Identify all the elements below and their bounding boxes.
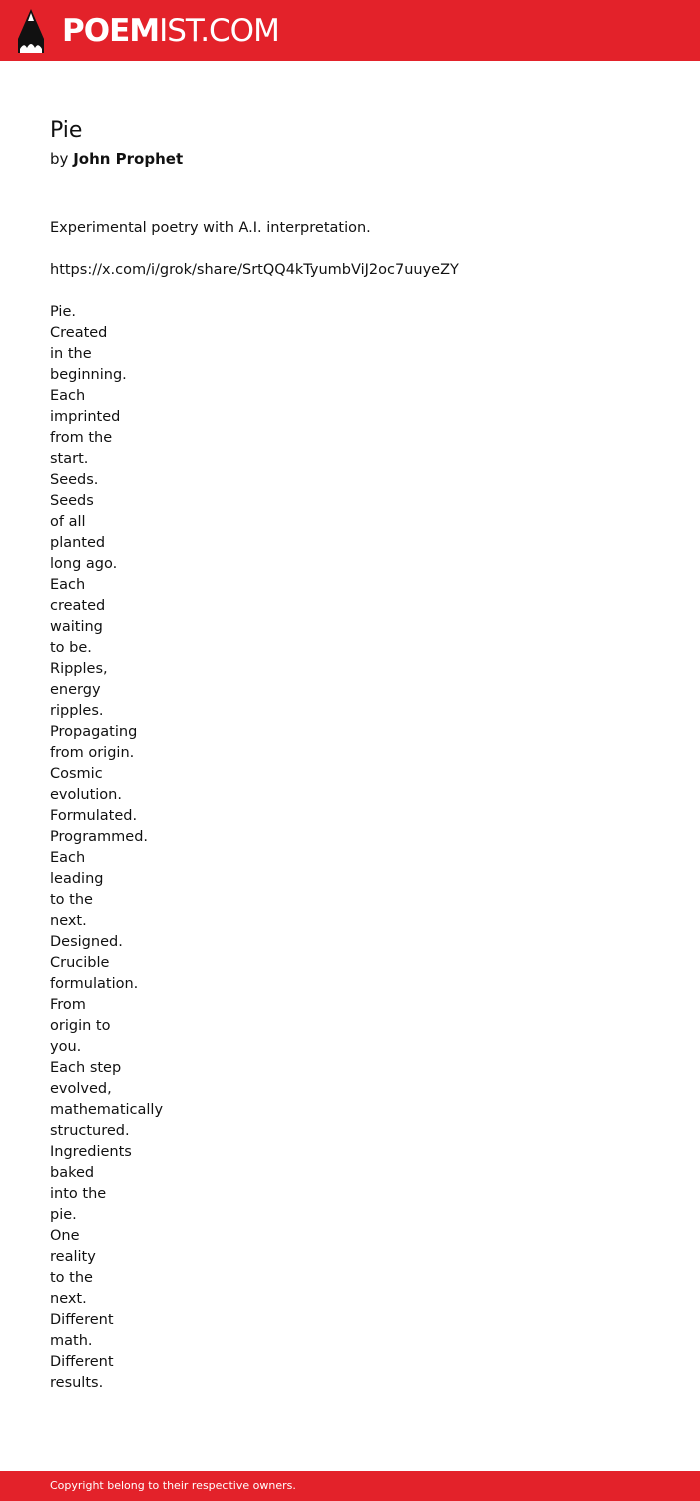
poem-line: ripples. — [50, 703, 104, 719]
poem-line: Each — [50, 577, 86, 593]
poem-line: in the — [50, 346, 92, 362]
poem-line: from the — [50, 430, 113, 446]
poem-line: imprinted — [50, 409, 121, 425]
poem-line: mathematically — [50, 1102, 164, 1118]
poem-line: reality — [50, 1249, 96, 1265]
poem-line: results. — [50, 1375, 104, 1391]
poem-line: to the — [50, 1270, 93, 1286]
poem-line: from origin. — [50, 745, 135, 761]
poem-line: Seeds — [50, 493, 94, 509]
site-header — [0, 0, 700, 61]
poem-line: to be. — [50, 640, 92, 656]
poem-line: Programmed. — [50, 829, 149, 845]
poem-body — [50, 218, 650, 1394]
poem-line: Different — [50, 1354, 114, 1370]
site-footer — [0, 1471, 700, 1501]
poem-line: structured. — [50, 1123, 130, 1139]
poem-line: Created — [50, 325, 108, 341]
poem-line: Different — [50, 1312, 114, 1328]
poem-line: Each — [50, 850, 86, 866]
poem-line: pie. — [50, 1207, 77, 1223]
poem-line: long ago. — [50, 556, 118, 572]
poem-line: of all — [50, 514, 86, 530]
byline — [50, 149, 183, 169]
poem-line: next. — [50, 1291, 87, 1307]
poem-line: start. — [50, 451, 89, 467]
poem-line: leading — [50, 871, 104, 887]
poem-line: From — [50, 997, 86, 1013]
poem-link: https://x.com/i/grok/share/SrtQQ4kTyumbViJ2oc7uuyeZY — [50, 262, 459, 278]
poem-line: next. — [50, 913, 87, 929]
poem-line: origin to — [50, 1018, 111, 1034]
poem-line: to the — [50, 892, 93, 908]
poem-line: Formulated. — [50, 808, 138, 824]
poem-line: Designed. — [50, 934, 123, 950]
poem-line: Ripples, — [50, 661, 108, 677]
poem-line: Each step — [50, 1060, 122, 1076]
poem-line: Propagating — [50, 724, 138, 740]
poem-line: Pie. — [50, 304, 76, 320]
poem-line: evolved, — [50, 1081, 112, 1097]
poem-line: planted — [50, 535, 106, 551]
poem-intro: Experimental poetry with A.I. interpretation. — [50, 220, 371, 236]
copyright-text: Copyright belong to their respective owners. — [50, 1479, 296, 1492]
site-logo[interactable] — [62, 11, 279, 51]
poem-line: formulation. — [50, 976, 139, 992]
poem-line: you. — [50, 1039, 82, 1055]
poem-line: into the — [50, 1186, 107, 1202]
logo-light-text: IST.COM — [159, 13, 279, 49]
poem-line: energy — [50, 682, 101, 698]
poem-line: One — [50, 1228, 80, 1244]
poem-line: waiting — [50, 619, 103, 635]
poem-line: Each — [50, 388, 86, 404]
poem-title: Pie — [50, 118, 83, 143]
poem-line: Ingredients — [50, 1144, 132, 1160]
logo-bold-text: POEM — [62, 13, 160, 49]
poem-line: created — [50, 598, 106, 614]
by-label: by — [50, 150, 69, 168]
poem-line: baked — [50, 1165, 95, 1181]
poem-line: beginning. — [50, 367, 127, 383]
poem-line: Cosmic — [50, 766, 103, 782]
paragraph-gap — [50, 281, 650, 302]
poem-line: evolution. — [50, 787, 122, 803]
paragraph-gap — [50, 239, 650, 260]
poem-line: math. — [50, 1333, 93, 1349]
author-name[interactable]: John Prophet — [73, 150, 184, 168]
poem-line: Seeds. — [50, 472, 99, 488]
poem-line: Crucible — [50, 955, 110, 971]
poem-lines — [50, 302, 650, 1394]
pencil-tip-icon[interactable] — [18, 9, 44, 53]
